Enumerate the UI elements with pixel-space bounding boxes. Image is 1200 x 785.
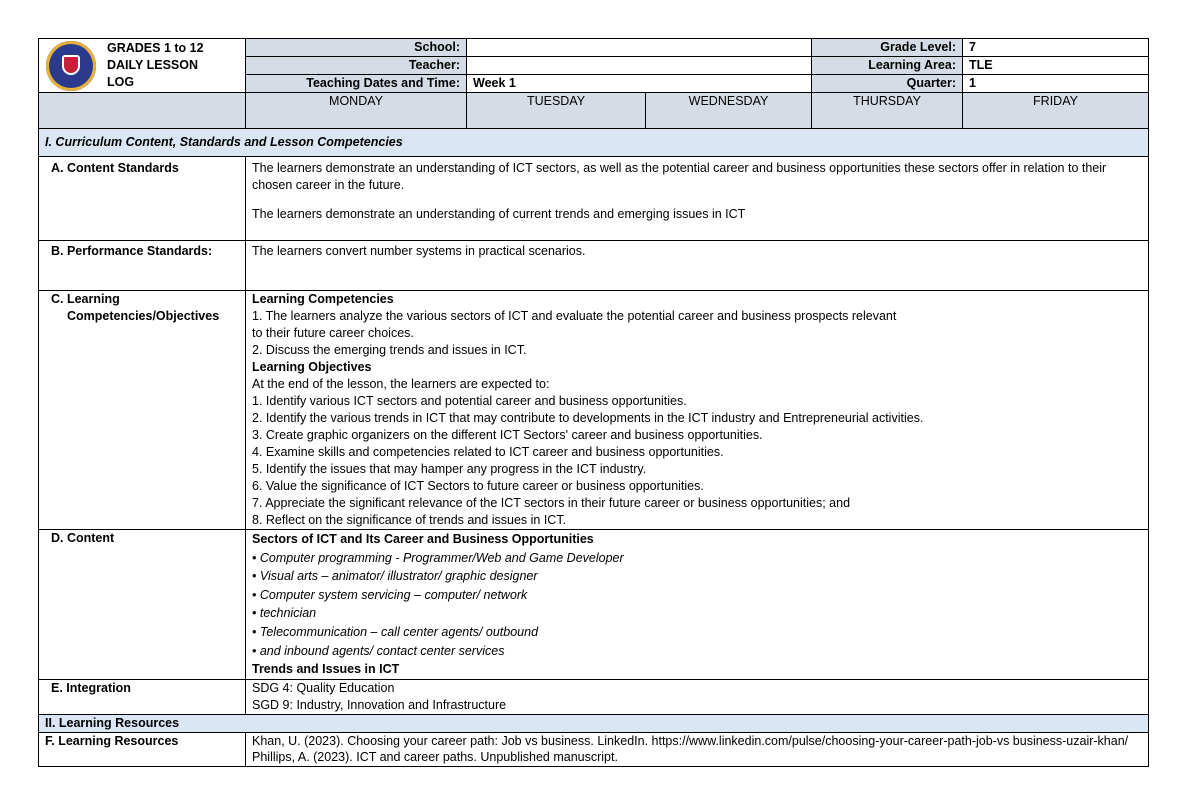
content-standards-cell — [246, 157, 1149, 241]
resources-cell — [246, 732, 1149, 766]
dates-field[interactable]: Week 1 — [467, 75, 812, 93]
deped-seal-icon — [46, 41, 96, 91]
day-thursday: THURSDAY — [812, 93, 963, 129]
log-title-line1: DAILY LESSON — [107, 58, 198, 72]
content-item: • Computer programming - Programmer/Web and Game Developer — [252, 550, 624, 565]
lesson-log-grid — [38, 38, 1149, 767]
objective-item: 4. Examine skills and competencies related to ICT career and business opportunities. — [252, 445, 724, 459]
content-item: • Telecommunication – call center agents/ outbound — [252, 624, 539, 639]
lc-1a: 1. The learners analyze the various sectors of ICT and evaluate the potential career and business prospects relevant — [252, 309, 897, 323]
objective-item: 7. Appreciate the significant relevance of the ICT sectors in their future career or business opportunities; and — [252, 496, 851, 510]
school-field[interactable] — [467, 39, 812, 57]
learning-area-field[interactable]: TLE — [963, 57, 1149, 75]
teacher-label: Teacher: — [246, 57, 467, 75]
content-item: • technician — [252, 606, 317, 621]
integration-label: E. Integration — [39, 679, 246, 714]
resources-label: F. Learning Resources — [39, 732, 246, 766]
learning-area-label: Learning Area: — [812, 57, 963, 75]
teacher-field[interactable] — [467, 57, 812, 75]
objective-item: 2. Identify the various trends in ICT that may contribute to developments in the ICT industry and Entrepreneurial activities. — [252, 411, 924, 425]
day-friday: FRIDAY — [963, 93, 1149, 129]
integration-line1: SDG 4: Quality Education — [252, 680, 395, 695]
header-logo-cell — [39, 39, 246, 93]
competencies-label-line1: C. Learning — [51, 292, 120, 306]
quarter-label: Quarter: — [812, 75, 963, 93]
day-monday: MONDAY — [246, 93, 467, 129]
lo-intro: At the end of the lesson, the learners are expected to: — [252, 377, 550, 391]
objective-item: 3. Create graphic organizers on the different ICT Sectors' career and business opportunities. — [252, 428, 763, 442]
section-curriculum-heading — [39, 129, 1149, 157]
content-standards-p1: The learners demonstrate an understanding of ICT sectors, as well as the potential career and business opportunities these sectors offer in relation to their chosen career in the future. — [252, 161, 1107, 192]
lc-2: 2. Discuss the emerging trends and issues in ICT. — [252, 343, 527, 357]
content-standards-p2: The learners demonstrate an understanding of current trends and emerging issues in ICT — [252, 207, 746, 221]
performance-standards-label: B. Performance Standards: — [39, 241, 246, 291]
content-item: • Computer system servicing – computer/ network — [252, 587, 528, 602]
content-standards-label: A. Content Standards — [39, 157, 246, 241]
dates-label: Teaching Dates and Time: — [246, 75, 467, 93]
log-title-line2: LOG — [107, 75, 135, 89]
resource-ref1[interactable]: Khan, U. (2023). Choosing your career path: Job vs business. LinkedIn. https://www.linkedin.com/pulse/choosing-your-career-path-job-vs business-uzair-khan/ — [252, 733, 1129, 748]
grade-level-label: Grade Level: — [812, 39, 963, 57]
competencies-label-line2: Competencies/Objectives — [67, 309, 220, 323]
lc-1b: to their future career choices. — [252, 326, 414, 340]
log-title — [107, 40, 204, 91]
grade-level-field[interactable]: 7 — [963, 39, 1149, 57]
content-item: • Visual arts – animator/ illustrator/ graphic designer — [252, 569, 538, 584]
competencies-cell — [246, 291, 1149, 530]
integration-line2: SGD 9: Industry, Innovation and Infrastructure — [252, 697, 507, 712]
competencies-label — [39, 291, 246, 530]
days-corner — [39, 93, 246, 129]
objective-item: 5. Identify the issues that may hamper any progress in the ICT industry. — [252, 462, 647, 476]
lc-heading: Learning Competencies — [252, 292, 394, 306]
content-trends: Trends and Issues in ICT — [252, 662, 400, 677]
resource-ref2: Phillips, A. (2023). ICT and career paths. Unpublished manuscript. — [252, 749, 618, 764]
lesson-log-sheet — [38, 38, 1148, 767]
section-resources-heading: II. Learning Resources — [39, 714, 1149, 732]
school-label: School: — [246, 39, 467, 57]
content-item: • and inbound agents/ contact center services — [252, 643, 505, 658]
day-wednesday: WEDNESDAY — [646, 93, 812, 129]
content-label: D. Content — [39, 530, 246, 680]
content-cell — [246, 530, 1149, 680]
grades-label: GRADES 1 to 12 — [107, 41, 204, 55]
day-tuesday: TUESDAY — [467, 93, 646, 129]
performance-standards-text: The learners convert number systems in practical scenarios. — [246, 241, 1149, 291]
lo-heading: Learning Objectives — [252, 360, 372, 374]
quarter-field[interactable]: 1 — [963, 75, 1149, 93]
objective-item: 1. Identify various ICT sectors and potential career and business opportunities. — [252, 394, 687, 408]
section1-title: I. Curriculum Content, Standards and Lesson Competencies — [45, 135, 403, 149]
content-heading: Sectors of ICT and Its Career and Business Opportunities — [252, 532, 594, 546]
objective-item: 6. Value the significance of ICT Sectors to future career or business opportunities. — [252, 479, 704, 493]
integration-cell — [246, 679, 1149, 714]
objective-item: 8. Reflect on the significance of trends and issues in ICT. — [252, 513, 567, 527]
